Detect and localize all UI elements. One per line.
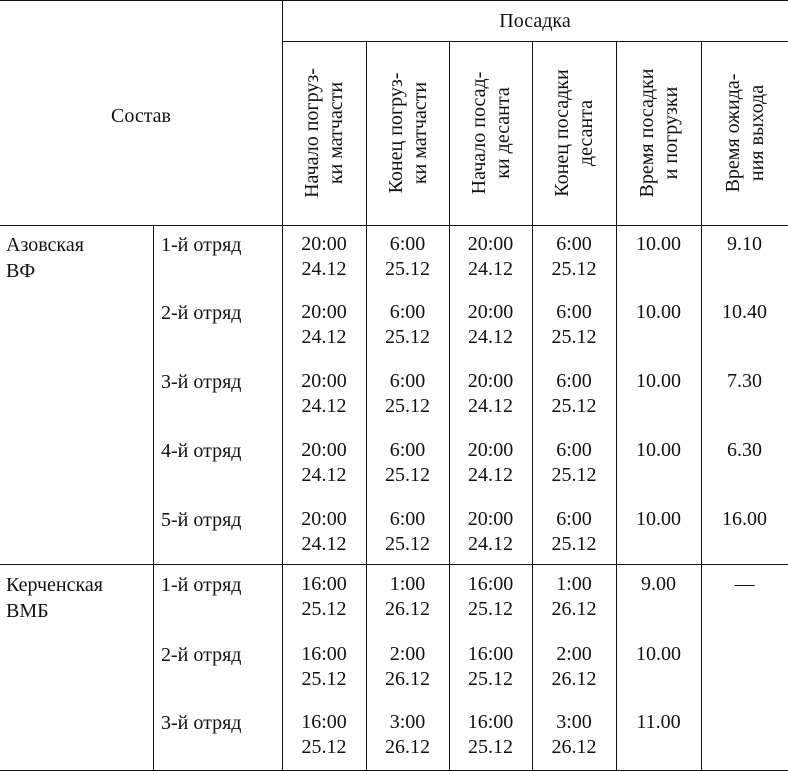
time-value: 20:00 bbox=[467, 301, 514, 323]
table-cell-c2 bbox=[366, 438, 449, 488]
unit-label: 3-й отряд bbox=[161, 712, 242, 734]
date-value: 25.12 bbox=[385, 533, 430, 555]
table-cell-c3 bbox=[449, 710, 532, 760]
column-header-line1: Время ожида- bbox=[721, 73, 744, 193]
column-header-line1: Конец посадки bbox=[551, 69, 573, 197]
table-cell-c5 bbox=[616, 710, 701, 735]
table-cell-c4 bbox=[532, 572, 616, 622]
header-posadka: Посадка bbox=[499, 10, 571, 32]
group-name: ВМБ bbox=[6, 600, 49, 622]
unit-label: 2-й отряд bbox=[161, 302, 242, 324]
table-cell-c1 bbox=[282, 710, 366, 760]
cell-value: 10.00 bbox=[636, 439, 681, 461]
date-value: 26.12 bbox=[385, 598, 430, 620]
date-value: 25.12 bbox=[385, 258, 430, 280]
column-header-line2: ки матчасти bbox=[325, 81, 347, 185]
time-value: 20:00 bbox=[301, 439, 347, 461]
column-header-line2: и погрузки bbox=[659, 86, 682, 180]
time-value: 6:00 bbox=[556, 439, 592, 461]
column-header-5 bbox=[635, 45, 683, 221]
date-value: 24.12 bbox=[468, 533, 513, 555]
time-value: 3:00 bbox=[389, 711, 426, 733]
table-cell-c1 bbox=[282, 369, 366, 419]
group-name: ВФ bbox=[6, 260, 36, 282]
date-value: 25.12 bbox=[301, 598, 347, 620]
cell-value: — bbox=[734, 573, 755, 595]
time-value: 2:00 bbox=[556, 643, 592, 665]
table-cell-c6 bbox=[701, 507, 788, 532]
date-value: 25.12 bbox=[468, 668, 513, 690]
date-value: 25.12 bbox=[551, 258, 597, 280]
unit-label: 3-й отряд bbox=[161, 371, 242, 393]
time-value: 20:00 bbox=[301, 233, 347, 255]
table-cell-c2 bbox=[366, 507, 449, 557]
column-header-4 bbox=[550, 45, 598, 221]
date-value: 25.12 bbox=[385, 326, 430, 348]
table-cell-c3 bbox=[449, 438, 532, 488]
table-cell-c2 bbox=[366, 369, 449, 419]
date-value: 24.12 bbox=[301, 533, 347, 555]
time-value: 6:00 bbox=[556, 301, 592, 323]
column-header-line1: Начало погруз- bbox=[301, 68, 323, 198]
column-header-line1: Конец погруз- bbox=[384, 72, 407, 194]
cell-value: 11.00 bbox=[636, 711, 681, 733]
date-value: 24.12 bbox=[468, 326, 513, 348]
date-value: 26.12 bbox=[385, 736, 430, 758]
date-value: 25.12 bbox=[551, 395, 597, 417]
table-cell-c2 bbox=[366, 642, 449, 692]
cell-value: 9.00 bbox=[641, 573, 676, 595]
cell-value: 7.30 bbox=[727, 370, 762, 392]
date-value: 26.12 bbox=[551, 668, 597, 690]
table-cell-c5 bbox=[616, 300, 701, 325]
table-cell-c3 bbox=[449, 300, 532, 350]
table-cell-c1 bbox=[282, 232, 366, 282]
table-cell-c2 bbox=[366, 572, 449, 622]
column-header-line2: ки десанта bbox=[491, 87, 514, 179]
column-header-line1: Начало посад- bbox=[467, 71, 490, 195]
cell-value: 10.00 bbox=[636, 233, 681, 255]
date-value: 24.12 bbox=[468, 464, 513, 486]
time-value: 6:00 bbox=[389, 508, 426, 530]
column-header-line2: ки матчасти bbox=[408, 81, 431, 185]
table-cell-c3 bbox=[449, 369, 532, 419]
table-cell-c4 bbox=[532, 232, 616, 282]
table-cell-c4 bbox=[532, 710, 616, 760]
time-value: 20:00 bbox=[467, 233, 514, 255]
date-value: 24.12 bbox=[301, 326, 347, 348]
time-value: 3:00 bbox=[556, 711, 592, 733]
date-value: 25.12 bbox=[468, 598, 513, 620]
table-cell-c5 bbox=[616, 507, 701, 532]
table-cell-c3 bbox=[449, 642, 532, 692]
table-cell-c4 bbox=[532, 642, 616, 692]
date-value: 24.12 bbox=[468, 258, 513, 280]
time-value: 6:00 bbox=[556, 233, 592, 255]
cell-value: 10.00 bbox=[636, 301, 681, 323]
date-value: 26.12 bbox=[385, 668, 430, 690]
cell-value: 16.00 bbox=[722, 508, 767, 530]
table-cell-c5 bbox=[616, 232, 701, 257]
table-cell-c1 bbox=[282, 507, 366, 557]
time-value: 6:00 bbox=[389, 370, 426, 392]
table-cell-c6 bbox=[701, 438, 788, 463]
rule-top bbox=[0, 0, 788, 1]
rule-posadka bbox=[282, 41, 788, 42]
time-value: 6:00 bbox=[556, 370, 592, 392]
column-header-line2: ния выхода bbox=[745, 84, 768, 182]
cell-value: 10.00 bbox=[636, 643, 681, 665]
group-name: Азовская bbox=[6, 234, 84, 256]
rule-group-separator bbox=[0, 564, 788, 565]
time-value: 20:00 bbox=[301, 508, 347, 530]
table-cell-c3 bbox=[449, 572, 532, 622]
rule-v-6 bbox=[701, 41, 702, 771]
date-value: 26.12 bbox=[551, 736, 597, 758]
cell-value: 6.30 bbox=[727, 439, 762, 461]
unit-label: 4-й отряд bbox=[161, 440, 242, 462]
unit-label: 1-й отряд bbox=[161, 234, 242, 256]
column-header-1 bbox=[300, 45, 348, 221]
date-value: 24.12 bbox=[301, 464, 347, 486]
time-value: 16:00 bbox=[301, 643, 347, 665]
table-cell-c1 bbox=[282, 438, 366, 488]
cell-value: 10.00 bbox=[636, 508, 681, 530]
time-value: 1:00 bbox=[389, 573, 426, 595]
time-value: 16:00 bbox=[467, 573, 514, 595]
column-header-6 bbox=[721, 45, 769, 221]
time-value: 20:00 bbox=[467, 508, 514, 530]
date-value: 24.12 bbox=[301, 258, 347, 280]
date-value: 25.12 bbox=[385, 395, 430, 417]
date-value: 26.12 bbox=[551, 598, 597, 620]
table-cell-c4 bbox=[532, 369, 616, 419]
cell-value: 10.00 bbox=[636, 370, 681, 392]
date-value: 24.12 bbox=[468, 395, 513, 417]
time-value: 6:00 bbox=[389, 233, 426, 255]
time-value: 6:00 bbox=[556, 508, 592, 530]
table-cell-c5 bbox=[616, 438, 701, 463]
date-value: 25.12 bbox=[551, 464, 597, 486]
time-value: 20:00 bbox=[301, 370, 347, 392]
table-cell-c3 bbox=[449, 232, 532, 282]
time-value: 20:00 bbox=[467, 370, 514, 392]
table-cell-c2 bbox=[366, 710, 449, 760]
date-value: 25.12 bbox=[551, 326, 597, 348]
table-cell-c4 bbox=[532, 438, 616, 488]
column-header-line1: Время посадки bbox=[635, 68, 658, 198]
date-value: 24.12 bbox=[301, 395, 347, 417]
table-cell-c6 bbox=[701, 572, 788, 597]
time-value: 16:00 bbox=[467, 711, 514, 733]
date-value: 25.12 bbox=[551, 533, 597, 555]
table-cell-c1 bbox=[282, 572, 366, 622]
table-cell-c2 bbox=[366, 232, 449, 282]
date-value: 25.12 bbox=[301, 736, 347, 758]
cell-value: 9.10 bbox=[727, 233, 762, 255]
table-cell-c6 bbox=[701, 232, 788, 257]
cell-value: 10.40 bbox=[722, 301, 767, 323]
rule-v-unit bbox=[153, 225, 154, 771]
table-cell-c6 bbox=[701, 369, 788, 394]
table-cell-c1 bbox=[282, 642, 366, 692]
unit-label: 1-й отряд bbox=[161, 574, 242, 596]
time-value: 6:00 bbox=[389, 439, 426, 461]
date-value: 25.12 bbox=[468, 736, 513, 758]
table-cell-c2 bbox=[366, 300, 449, 350]
table-cell-c5 bbox=[616, 572, 701, 597]
unit-label: 2-й отряд bbox=[161, 644, 242, 666]
column-header-2 bbox=[384, 45, 432, 221]
time-value: 2:00 bbox=[389, 643, 426, 665]
rule-header-bottom bbox=[0, 225, 788, 226]
table-cell-c4 bbox=[532, 300, 616, 350]
table-cell-c1 bbox=[282, 300, 366, 350]
time-value: 1:00 bbox=[556, 573, 592, 595]
column-header-line2: десанта bbox=[575, 99, 597, 167]
table-cell-c6 bbox=[701, 300, 788, 325]
date-value: 25.12 bbox=[385, 464, 430, 486]
header-sostav: Состав bbox=[110, 105, 172, 127]
group-name: Керченская bbox=[6, 574, 103, 596]
time-value: 16:00 bbox=[301, 711, 347, 733]
table-cell-c5 bbox=[616, 369, 701, 394]
table-cell-c4 bbox=[532, 507, 616, 557]
date-value: 25.12 bbox=[301, 668, 347, 690]
time-value: 20:00 bbox=[301, 301, 347, 323]
time-value: 6:00 bbox=[389, 301, 426, 323]
time-value: 20:00 bbox=[467, 439, 514, 461]
column-header-3 bbox=[467, 45, 515, 221]
table-cell-c5 bbox=[616, 642, 701, 667]
time-value: 16:00 bbox=[467, 643, 514, 665]
time-value: 16:00 bbox=[301, 573, 347, 595]
table-cell-c3 bbox=[449, 507, 532, 557]
unit-label: 5-й отряд bbox=[161, 509, 242, 531]
